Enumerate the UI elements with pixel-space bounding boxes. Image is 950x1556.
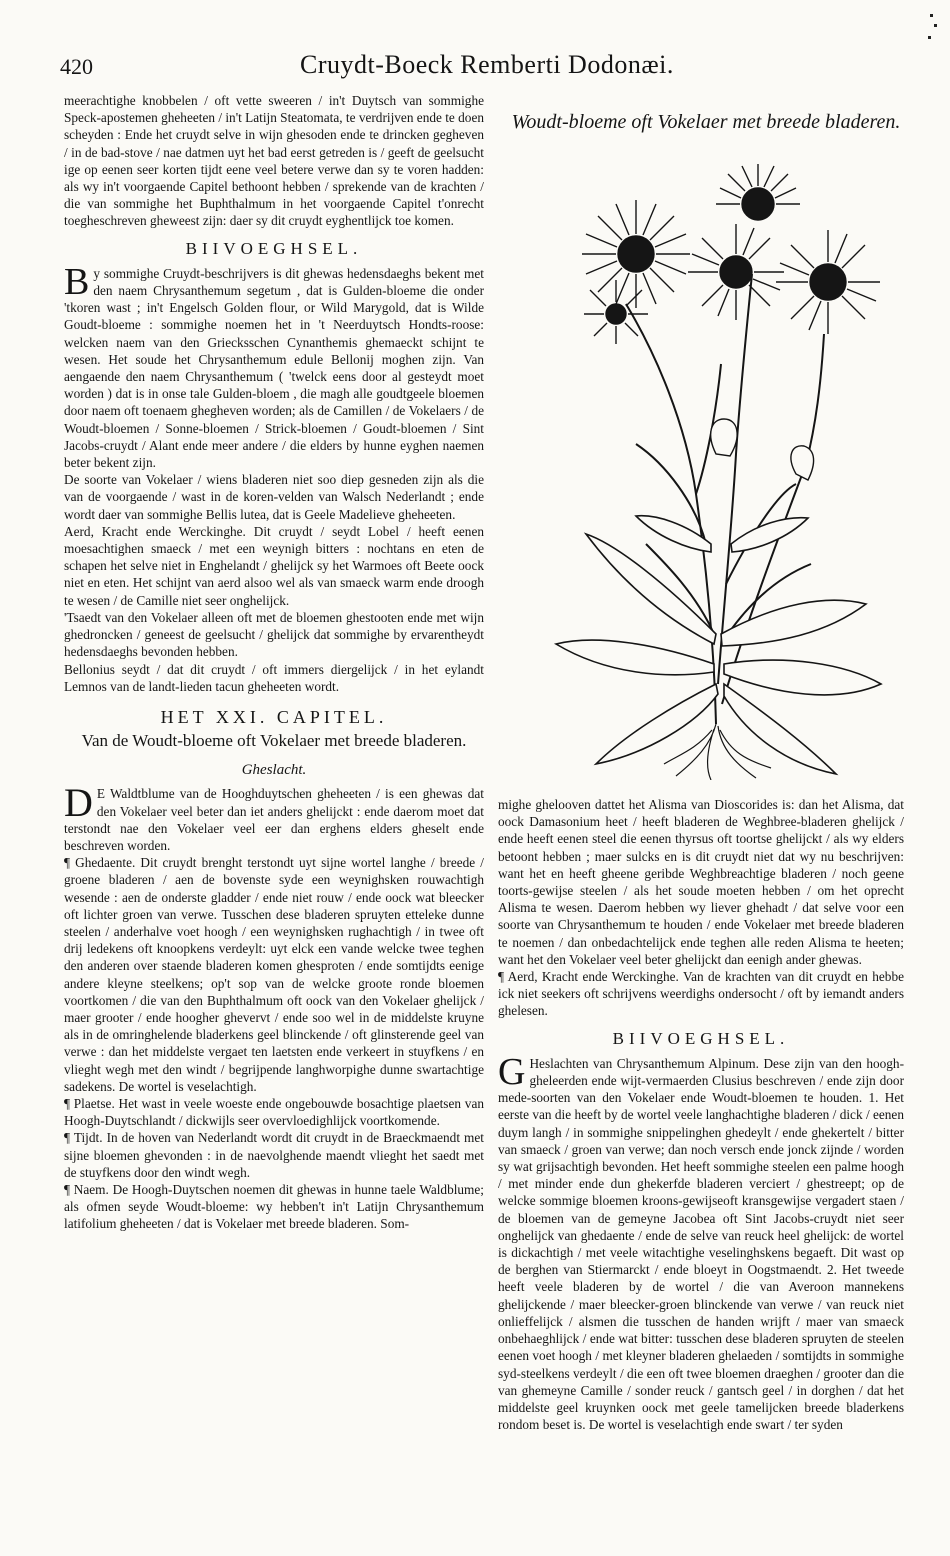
bijvoeghsel-paragraph-2: GHeslachten van Chrysanthemum Alpinum. Dese zijn van den hoogh-gheleerden ende wijt-vermaerden Clusius beschreven / ende zijn door mede-soorten van den Vokelaer ende Woudt-bloemen te houden. 1. Het eerste van die heeft by de wortel veele langhachtighe bladeren / dick / eenen duym langh / in sommighe snippelinghen ghedeylt / ende ghekertelt / bitter van smaeck / groen van verwe; dan noch versch ende jonck zijnde / worden sy wat grijsachtigh bevonden. Het heeft sommighe steelen een palme hoogh / met minder ende dun ghekerfde bladeren verciert / ghestreept; op de welcke sommige bloemen kroons-gewijseoft kransgewijse vergadert staen / de bloemen van de gemeyne Jacobea oft Sint Jacobs-cruydt niet seer onghelijck van ghedaente / ende de selve van reuck heel ghelijck: de wortel is dickachtigh / met veele witachtighe veselinghskens begaeft. Dit wast op de berghen van Stiermarckt / ende bloeyt in Oogstmaendt. 2. Het tweede heeft veele bladeren by de wortel / die van Averoon mannekens ghelijckende / maer bleecker-groen blinckende van verwe / van reuck niet onlieffelijck / alsmen die tusschen de handen wrijft / maer van smaeck onbehaeghlijck / ende wat bitter: tusschen dese bladeren spruyten de steelen eenen voet hoogh / met kleyner bladeren ghelaeden / somtijdts in sommighe syd-steelkens verdeylt / die een oft twee bloemen draeghen / grooter dan die van ghemeyne Camille / sonder reuck / gantsch geel / in dorghen / dat het middelste geel kruynken oock met geele tamelijcken breede bladerkens rondom beset is. De wortel is veselachtigh ende swart / ter syden [498,1050,904,1433]
subheading-geslacht: Gheslacht. [241,762,307,779]
ghedaente-paragraph: ¶ Ghedaente. Dit cruydt brenght terstondt uyt sijne wortel langhe / breede / groene bladeren / aen de bovenste syde een weynighsken rouwachtigh wesende : aen de onderste gladder / ende niet rouw / ende oock wat bleecker oft lichter groen van verwe. Tusschen dese bladeren spruyten etteleke dunne steelen / anderhalve voet hoogh / een weynighsken rughachtigh / in twee oft drij ledekens oft knoopkens verdeylt: uyt elck een vande welcke twee teghen den anderen over staende bladeren komen ghesproten / ende somtijdts eenige andere kleyne steelkens; op't sop van de welcke groote ronde bloemen voortkomen / die van den Buphthalmum oft oock van den Vokelaer ghelijck / maer grooter / ende hoogher ghevervt / ende soo wel in de middelste kruyne als in de omringhelende bladerkens geel blinckende / oft glinsterende geel van verwe : dan het middelste vergaet ten laetsten ende verkeert in stuyfkens / en vlieght wegh met den windt / begrijpende langhworpighe dunne swartachtige sadekens. De wortel is veselachtigh. [64,855,484,1094]
page-number: 420 [60,54,93,79]
plant-woodcut-illustration [546,164,886,780]
running-title: Cruydt-Boeck Remberti Dodonæi. [300,50,674,79]
intro-paragraph: meerachtighe knobbelen / oft vette sweeren / in't Duytsch van sommighe Speck-apostemen gheheeten / in't Latijn Steatomata, te verdrijven ende te doen scheyden : Ende het cruydt selve in wijn ghesoden ende te drincken gegheven / in de bad-stove / nae datmen uyt het bad eerst getreden is / geeft de geelsucht ige op eenen seer korten tijdt eene veel betere verwe dan sy te voren hadden: als wy in't voorgaende Capitel bethoont hebben / sprekende van de krachten / die van sommighe het Buphthalmum in het voorgaende Capitel t'onrecht toegheschreven gheweest zijn: daer sy dit cruydt eyghentlijck toe komen. [64,93,484,229]
tijdt-paragraph: ¶ Tijdt. In de hoven van Nederlandt wordt dit cruydt in de Braeckmaendt met sijne bloemen ghevonden : in de naevolghende maendt vlieght het saedt met de stuyfkens door den windt wegh. [64,1130,484,1180]
soorte-paragraph: De soorte van Vokelaer / wiens bladeren niet soo diep gesneden zijn als die van de voorgaende / wast in de koren-velden van Walsch Nederlandt ; ende wordt daer van sommighe Bellis lutea, dat is Geele Madelieve gheheeten. [64,472,484,522]
section-heading-bijvoeghsel-2: BIIVOEGHSEL. [612,1028,790,1048]
chapter-title: Van de Woudt-bloeme oft Vokelaer met breede bladeren. [81,731,467,751]
figure-caption: Woudt-bloeme oft Vokelaer met breede bladeren. [511,111,901,133]
continuation-paragraph: mighe ghelooven dattet het Alisma van Dioscorides is: dan het Alisma, dat oock Damasonium heet / heeft bladeren de Weghbree-bladeren ghelijck / ende heeft eenen steel die eenen thyrsus oft toortse ghelijckt / als wy elders betoont hebben ; maer sulcks en is dit cruydt niet dat wy nu beschrijven: want het en heeft gheene geribde Weghbreachtige bladeren / noch geene toorts-gewijse steelen / als het soude moeten hebben / om het oprecht Alisma te wesen. Daerom hebben wy liever ghehadt / dat selve voor een soorte van Chrysanthemum te houden / ende Vokelaer met breede bladeren te noemen / dan onbedachtelijck ende teghen alle reden Alisma te heeten; want het den Vokelaer veel beter ghelijckt dan eenigh ander ghewas. [498,797,904,967]
aerd-kracht-paragraph: ¶ Aerd, Kracht ende Werckinghe. Van de krachten van dit cruydt en hebbe ick niet seekers oft schrijvens weerdighs ondersocht / oft by iemandt anders ghelesen. [498,969,904,1019]
plaetse-paragraph: ¶ Plaetse. Het wast in veele woeste ende ongebouwde bosachtige plaetsen van Hoogh-Duytschlandt / dickwijls seer overvloedighlijck voortkomende. [64,1095,484,1129]
aerd-paragraph: Aerd, Kracht ende Werckinghe. Dit cruydt / seydt Lobel / heeft eenen moesachtighen smaeck / met een weynigh bitters : nochtans en eten de schapen het selve niet in Enghelandt / ghelijck sy het Warmoes oft Beete oock niet en eten. Het schijnt van aerd alsoo wel als van smaeck warm ende droogh te wesen / de Camille niet seer onghelijck. [64,523,484,608]
geslacht-paragraph: DE Waldtblume van de Hooghduytschen gheheeten / is een ghewas dat den Vokelaer veel beter dan iet anders ghelijckt : ende daerom moet dat terstondt nae den Vokelaer veel eer dan erghens elders gheselt ende beschreven worden. [64,780,484,853]
bijvoeghsel-paragraph: By sommighe Cruydt-beschrijvers is dit ghewas hedensdaeghs bekent met den naem Chrysanthemum segetum , dat is Gulden-bloeme die onder 'tkoren wast ; in't Engelsch Golden flour, or Wild Marygold, dat is Wilde Goudt-bloeme : sommighe noemen het in 't Neerduytsch Hondts-roose: welcken naem van den Griecksschen Cynanthemis ghemaeckt schijnt te wesen. Het soude het Chrysanthemum edule Bellonij moghen zijn. Van aengaende den naem Chrysanthemum ( 'twelck eens door al gesteydt moet worden ) dat is in onse tale Gulden-bloem , die magh alle goudtgeele bloemen door naem oft toenaem ghegheven worden; als de Camillen / de Vokelaers / de Woudt-bloemen / Sonne-bloemen / Strick-bloemen / Goudt-bloemen / Sint Jacobs-cruydt / Alant ende meer andere / die elders by hunne eyghen naemen beter bekent zijn. [64,260,484,471]
section-heading-bijvoeghsel: BIIVOEGHSEL. [185,238,363,258]
corner-marks [912,10,942,53]
naem-paragraph: ¶ Naem. De Hoogh-Duytschen noemen dit ghewas in hunne taele Waldblume; als ofmen seyde Woudt-bloeme: wy hebben't in't Latijn Chrysanthemum latifolium gheheeten / dat is Vokelaer met breede bladeren. Som- [64,1181,484,1232]
bellonius-paragraph: Bellonius seydt / dat dit cruydt / oft immers diergelijck / in het eylandt Lemnos van de landt-lieden tacun gheheeten wordt. [64,661,484,694]
chapter-heading: HET XXI. CAPITEL. [160,706,388,727]
tsaedt-paragraph: 'Tsaedt van den Vokelaer alleen oft met de bloemen ghestooten ende met wijn ghedroncken / geneest de geelsucht / ghelijck dat sommighe by ervarentheydt hedensdaeghs bevonden hebben. [64,609,484,660]
left-column [64,92,484,1233]
page-header [60,50,900,90]
right-column [498,796,904,1433]
